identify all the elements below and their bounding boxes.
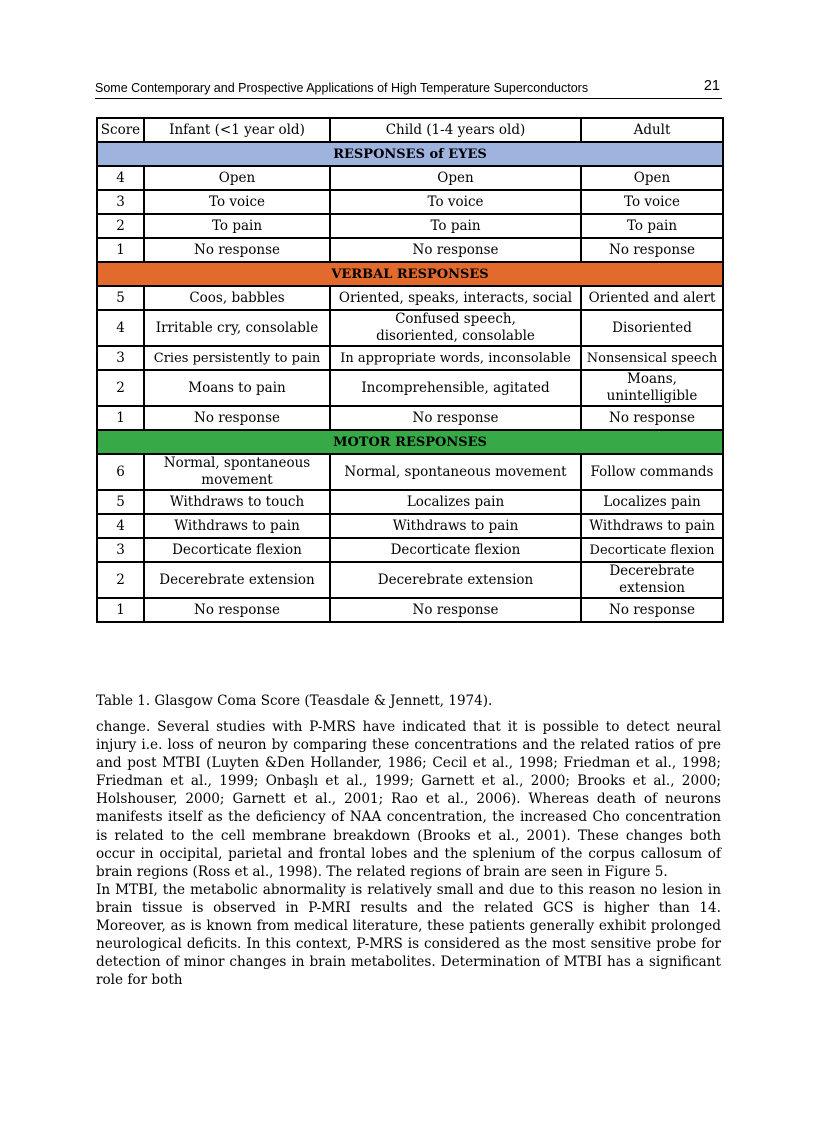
- section-row-verbal: [97, 262, 723, 286]
- section-row-eyes: [97, 142, 723, 166]
- paragraph: change. Several studies with P-MRS have indicated that it is possible to detect neural injury i.e. loss of neuron by comparing these concentrations and the related ratios of pre and post MTBI (Luyten &Den Hollander, 1986; Cecil et al., 1998; Friedman et al., 1998; Friedman et al., 1999; Onbaşlı et al., 1999; Garnett et al., 2000; Brooks et al., 2000; Holshouser, 2000; Garnett et al., 2001; Rao et al., 2006). Whereas death of neurons manifests itself as the deficiency of NAA concentration, the increased Cho concentration is related to the cell membrane breakdown (Brooks et al., 2001). These changes both occur in occipital, parietal and frontal lobes and the splenium of the corpus callosum of brain regions (Ross et al., 1998). The related regions of brain are seen in Figure 5.: [96, 719, 721, 880]
- child-cell: To pain: [330, 214, 581, 238]
- adult-cell: Decerebrate extension: [581, 562, 723, 598]
- table-caption: Table 1. Glasgow Coma Score (Teasdale & Jennett, 1974).: [96, 693, 493, 709]
- infant-cell: Moans to pain: [144, 370, 330, 406]
- column-header-infant: Infant (<1 year old): [144, 118, 330, 142]
- adult-cell: Nonsensical speech: [581, 346, 723, 370]
- score-cell: 5: [97, 286, 144, 310]
- table-row: [97, 166, 723, 190]
- adult-cell: Decorticate flexion: [581, 538, 723, 562]
- score-cell: 2: [97, 370, 144, 406]
- table-row: [97, 514, 723, 538]
- paragraph: In MTBI, the metabolic abnormality is relatively small and due to this reason no lesion in brain tissue is observed in P-MRI results and the related GCS is higher than 14. Moreover, as is known from medical literature, these patients generally exhibit prolonged neurological deficits. In this context, P-MRS is considered as the most sensitive probe for detection of minor changes in brain metabolites. Determination of MTBI has a significant role for both: [96, 881, 721, 989]
- table-row: [97, 598, 723, 622]
- adult-cell: Follow commands: [581, 454, 723, 490]
- infant-cell: No response: [144, 598, 330, 622]
- adult-cell: Oriented and alert: [581, 286, 723, 310]
- section-title-verbal: VERBAL RESPONSES: [97, 262, 723, 286]
- score-cell: 4: [97, 166, 144, 190]
- child-cell: Oriented, speaks, interacts, social: [330, 286, 581, 310]
- child-cell: Decerebrate extension: [330, 562, 581, 598]
- child-cell: Confused speech, disoriented, consolable: [330, 310, 581, 346]
- column-header-adult: Adult: [581, 118, 723, 142]
- section-row-motor: [97, 430, 723, 454]
- score-cell: 2: [97, 562, 144, 598]
- running-header: [95, 79, 722, 99]
- table-row: [97, 538, 723, 562]
- table-row: [97, 310, 723, 346]
- infant-cell: To pain: [144, 214, 330, 238]
- child-cell: Incomprehensible, agitated: [330, 370, 581, 406]
- adult-cell: No response: [581, 406, 723, 430]
- body-text: [96, 718, 721, 989]
- adult-cell: Open: [581, 166, 723, 190]
- table-row: [97, 346, 723, 370]
- child-cell: No response: [330, 406, 581, 430]
- child-cell: In appropriate words, inconsolable: [330, 346, 581, 370]
- score-cell: 4: [97, 310, 144, 346]
- child-cell: No response: [330, 598, 581, 622]
- adult-cell: No response: [581, 238, 723, 262]
- infant-cell: Normal, spontaneous movement: [144, 454, 330, 490]
- table-row: [97, 490, 723, 514]
- child-cell: Open: [330, 166, 581, 190]
- child-cell: No response: [330, 238, 581, 262]
- table-row: [97, 454, 723, 490]
- score-cell: 1: [97, 406, 144, 430]
- adult-cell: No response: [581, 598, 723, 622]
- infant-cell: No response: [144, 238, 330, 262]
- table-row: [97, 406, 723, 430]
- adult-cell: To pain: [581, 214, 723, 238]
- score-cell: 1: [97, 238, 144, 262]
- adult-cell: Localizes pain: [581, 490, 723, 514]
- glasgow-coma-score-table: [96, 117, 724, 623]
- column-header-score: Score: [97, 118, 144, 142]
- infant-cell: Open: [144, 166, 330, 190]
- score-cell: 1: [97, 598, 144, 622]
- child-cell: To voice: [330, 190, 581, 214]
- score-cell: 3: [97, 538, 144, 562]
- table-row: [97, 238, 723, 262]
- infant-cell: Irritable cry, consolable: [144, 310, 330, 346]
- infant-cell: To voice: [144, 190, 330, 214]
- child-cell: Normal, spontaneous movement: [330, 454, 581, 490]
- running-title: Some Contemporary and Prospective Applications of High Temperature Superconductors: [95, 81, 589, 95]
- adult-cell: Withdraws to pain: [581, 514, 723, 538]
- column-header-child: Child (1-4 years old): [330, 118, 581, 142]
- score-cell: 6: [97, 454, 144, 490]
- child-cell: Decorticate flexion: [330, 538, 581, 562]
- infant-cell: Decorticate flexion: [144, 538, 330, 562]
- table-row: [97, 286, 723, 310]
- table-row: [97, 370, 723, 406]
- table-row: [97, 214, 723, 238]
- score-cell: 5: [97, 490, 144, 514]
- infant-cell: Decerebrate extension: [144, 562, 330, 598]
- infant-cell: Cries persistently to pain: [144, 346, 330, 370]
- table-row: [97, 562, 723, 598]
- adult-cell: To voice: [581, 190, 723, 214]
- score-cell: 3: [97, 190, 144, 214]
- page-number: 21: [703, 78, 720, 94]
- infant-cell: Coos, babbles: [144, 286, 330, 310]
- adult-cell: Moans, unintelligible: [581, 370, 723, 406]
- score-cell: 2: [97, 214, 144, 238]
- child-cell: Localizes pain: [330, 490, 581, 514]
- section-title-motor: MOTOR RESPONSES: [97, 430, 723, 454]
- child-cell: Withdraws to pain: [330, 514, 581, 538]
- score-cell: 4: [97, 514, 144, 538]
- section-title-eyes: RESPONSES of EYES: [97, 142, 723, 166]
- infant-cell: Withdraws to pain: [144, 514, 330, 538]
- table-header-row: [97, 118, 723, 142]
- adult-cell: Disoriented: [581, 310, 723, 346]
- infant-cell: Withdraws to touch: [144, 490, 330, 514]
- infant-cell: No response: [144, 406, 330, 430]
- score-cell: 3: [97, 346, 144, 370]
- table-row: [97, 190, 723, 214]
